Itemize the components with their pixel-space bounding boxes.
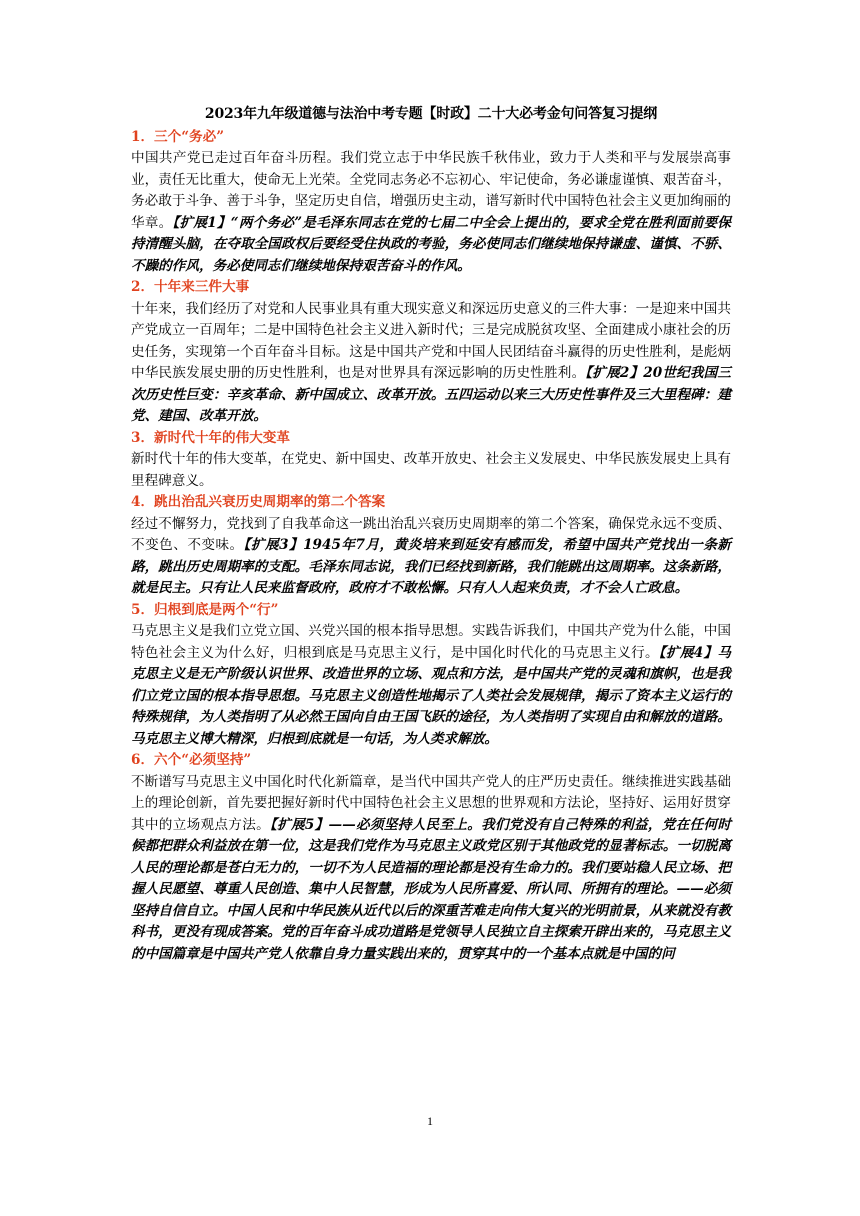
section-body-text: 十年来，我们经历了对党和人民事业具有重大现实意义和深远历史意义的三件大事：一是迎来中国共产党成立一百周年；二是中国特色社会主义进入新时代；三是完成脱贫攻坚、全面建成小康社会的历史任务，实现第一个百年奋斗目标。这是中国共产党和中国人民团结奋斗赢得的历史性胜利，是彪炳中华民族发展史册的历史性胜利，也是对世界具有深远影响的历史性胜利。: [131, 300, 731, 381]
extension-text: 【扩展5】——必须坚持人民至上。我们党没有自己特殊的利益，党在任何时候都把群众利益放在第一位，这是我们党作为马克思主义政党区别于其他政党的显著标志。一切脱离人民的理论都是苍白无力的，一切不为人民造福的理论都是没有生命力的。我们要站稳人民立场、把握人民愿望、尊重人民创造、集中人民智慧，形成为人民所喜爱、所认同、所拥有的理论。——必须坚持自信自立。中国人民和中华民族从近代以后的深重苦难走向伟大复兴的光明前景，从来就没有教科书，更没有现成答案。党的百年奋斗成功道路是党领导人民独立自主探索开辟出来的，马克思主义的中国篇章是中国共产党人依靠自身力量实践出来的，贯穿其中的一个基本点就是中国的问: [131, 816, 732, 962]
section-2: [131, 277, 731, 428]
section-body-text: 马克思主义是我们立党立国、兴党兴国的根本指导思想。实践告诉我们，中国共产党为什么能，中国特色社会主义为什么好，归根到底是马克思主义行，是中国化时代化的马克思主义行。: [131, 623, 731, 661]
section-heading: 1．三个“务必”: [131, 128, 225, 145]
section-paragraph: [131, 772, 731, 966]
extension-text: 【扩展4】马克思主义是无产阶级认识世界、改造世界的立场、观点和方法，是中国共产党的灵魂和旗帜，也是我们立党立国的根本指导思想。马克思主义创造性地揭示了人类社会发展规律，揭示了资本主义运行的特殊规律，为人类指明了从必然王国向自由王国飞跃的途径，为人类指明了实现自由和解放的道路。马克思主义博大精深，归根到底就是一句话，为人类求解放。: [131, 644, 731, 747]
page-number: 1: [427, 1114, 433, 1128]
section-body-text: 经过不懈努力，党找到了自我革命这一跳出治乱兴衰历史周期率的第二个答案，确保党永远不变质、不变色、不变味。: [131, 515, 731, 553]
section-heading: 2．十年来三件大事: [131, 279, 250, 295]
section-body-text: 中国共产党已走过百年奋斗历程。我们党立志于中华民族千秋伟业，致力于人类和平与发展崇高事业，责任无比重大，使命无上光荣。全党同志务必不忘初心、牢记使命，务必谦虚谨慎、艰苦奋斗，务必敢于斗争、善于斗争，坚定历史自信，增强历史主动，谱写新时代中国特色社会主义更加绚丽的华章。: [131, 150, 731, 231]
section-5: [131, 600, 731, 751]
section-paragraph: [131, 514, 731, 600]
section-body-text: 新时代十年的伟大变革，在党史、新中国史、改革开放史、社会主义发展史、中华民族发展史上具有里程碑意义。: [131, 451, 731, 489]
extension-text: 【扩展1】“两个务必”是毛泽东同志在党的七届二中全会上提出的，要求全党在胜利面前要保持清醒头脑，在夺取全国政权后要经受住执政的考验，务必使同志们继续地保持谦虚、谨慎、不骄、不躁的作风，务必使同志们继续地保持艰苦奋斗的作风。: [131, 214, 731, 274]
section-heading: 6．六个“必须坚持”: [131, 752, 252, 768]
section-body-text: 不断谱写马克思主义中国化时代化新篇章，是当代中国共产党人的庄严历史责任。继续推进实践基础上的理论创新，首先要把握好新时代中国特色社会主义思想的世界观和方法论，坚持好、运用好贯穿其中的立场观点方法。: [131, 773, 731, 833]
extension-text: 【扩展3】1945年7月，黄炎培来到延安有感而发，希望中国共产党找出一条新路，跳出历史周期率的支配。毛泽东同志说，我们已经找到新路，我们能跳出这周期率。这条新路，就是民主。只有让人民来监督政府，政府才不敢松懈。只有人人起来负责，才不会人亡政息。: [131, 537, 732, 596]
extension-text: 【扩展2】20世纪我国三次历史性巨变：辛亥革命、新中国成立、改革开放。五四运动以来三大历史性事件及三大里程碑：建党、建国、改革开放。: [131, 365, 732, 424]
section-paragraph: [131, 148, 731, 277]
section-paragraph: [131, 621, 731, 750]
section-heading: 5．归根到底是两个“行”: [131, 601, 279, 618]
section-paragraph: [131, 449, 731, 492]
section-4: [131, 492, 731, 600]
section-heading: 3．新时代十年的伟大变革: [131, 429, 290, 446]
document-title: 2023年九年级道德与法治中考专题【时政】二十大必考金句问答复习提纲: [204, 106, 658, 122]
section-paragraph: [131, 299, 731, 428]
section-6: [131, 750, 731, 965]
section-3: [131, 428, 731, 493]
document-body: [131, 104, 731, 965]
section-1: [131, 127, 731, 278]
section-heading: 4．跳出治乱兴衰历史周期率的第二个答案: [131, 494, 386, 510]
